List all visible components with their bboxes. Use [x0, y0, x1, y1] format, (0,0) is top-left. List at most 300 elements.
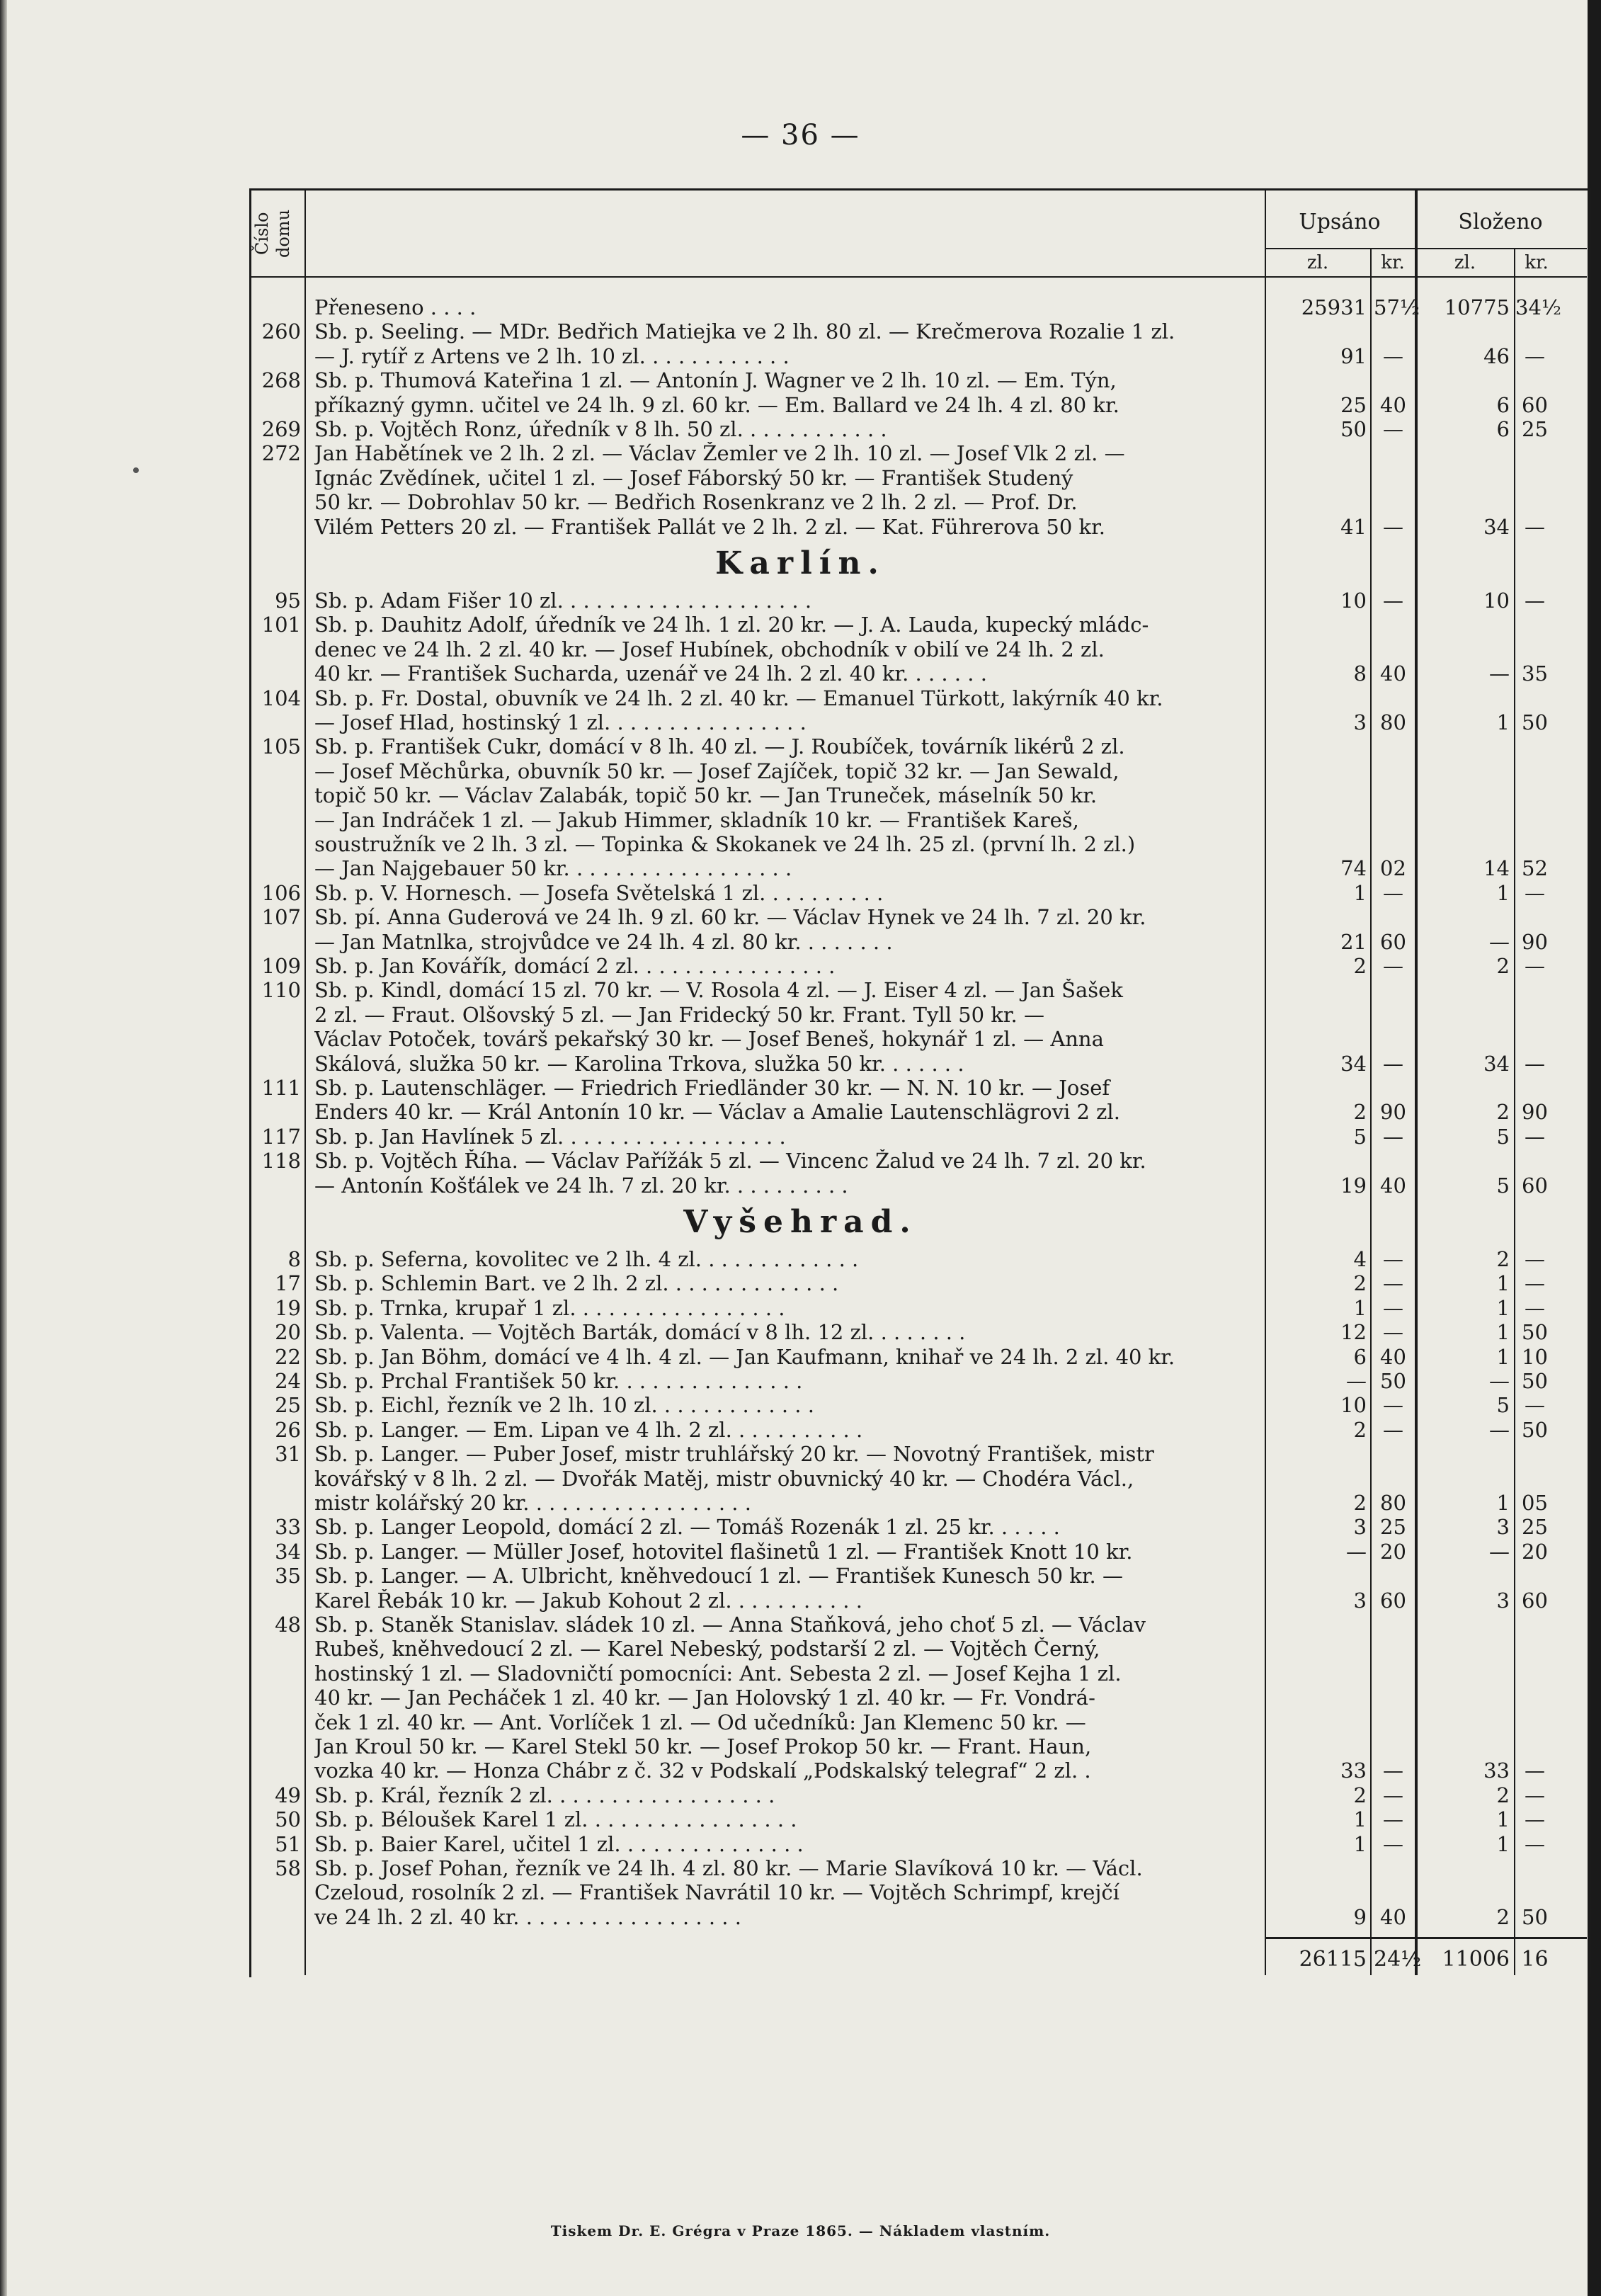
house-number: 105	[261, 734, 301, 759]
ledger-line	[0, 1516, 1601, 1539]
slozeno-kr: 50	[1522, 710, 1548, 734]
slozeno-kr: 90	[1522, 1100, 1548, 1125]
ledger-line	[0, 1004, 1601, 1027]
slozeno-zl: 2	[1496, 1904, 1510, 1929]
slozeno-kr: —	[1525, 1807, 1545, 1832]
entry-text: příkazný gymn. učitel ve 24 lh. 9 zl. 60 kr. — Em. Ballard ve 24 lh. 4 zl. 80 kr.	[314, 393, 1119, 417]
ledger-line	[0, 1467, 1601, 1491]
upsano-kr: —	[1383, 880, 1403, 905]
slozeno-zl: 2	[1496, 954, 1510, 978]
col-header-slozeno-zl: zl.	[1454, 252, 1476, 273]
upsano-zl: 10	[1340, 589, 1367, 613]
ledger-line	[0, 296, 1601, 319]
slozeno-zl: 1	[1496, 1831, 1510, 1856]
entry-text: Sb. p. Lautenschläger. — Friedrich Friedländer 30 kr. — N. N. 10 kr. — Josef	[314, 1076, 1110, 1100]
entry-text: Jan Kroul 50 kr. — Karel Stekl 50 kr. — Josef Prokop 50 kr. — Frant. Haun,	[314, 1735, 1092, 1758]
ledger-line	[0, 809, 1601, 832]
slozeno-zl: 6	[1496, 417, 1510, 441]
house-number: 269	[261, 417, 301, 441]
slozeno-kr: 60	[1522, 392, 1548, 417]
entry-text: Sb. p. Schlemin Bart. ve 2 lh. 2 zl. . . . . . . . . . . . . .	[314, 1272, 839, 1296]
house-number: 104	[261, 686, 301, 710]
house-number: 107	[261, 905, 301, 930]
entry-text: Sb. p. Baier Karel, učitel 1 zl. . . . . . . . . . . . . . .	[314, 1832, 804, 1856]
ledger-line	[0, 1857, 1601, 1880]
ledger-line	[0, 467, 1601, 490]
house-number: 25	[275, 1393, 301, 1418]
upsano-kr: —	[1383, 1783, 1403, 1807]
ledger-line	[0, 687, 1601, 710]
upsano-zl: 6	[1353, 1344, 1367, 1369]
slozeno-zl: 2	[1496, 1100, 1510, 1125]
ledger-line	[0, 1759, 1601, 1783]
upsano-kr: —	[1383, 1393, 1403, 1418]
slozeno-kr: 34½	[1515, 295, 1562, 319]
upsano-kr: 40	[1380, 1904, 1406, 1929]
upsano-kr: —	[1383, 417, 1403, 441]
slozeno-zl: 10775	[1444, 295, 1510, 319]
slozeno-zl: 1	[1496, 1271, 1510, 1296]
entry-text: Skálová, služka 50 kr. — Karolina Trkova, služka 50 kr. . . . . . .	[314, 1052, 964, 1076]
ledger-line	[0, 1149, 1601, 1173]
slozeno-kr: —	[1525, 954, 1545, 978]
upsano-zl: 21	[1340, 929, 1367, 954]
col-header-cislo-domu: Číslo domu	[252, 209, 293, 258]
slozeno-zl: 1	[1496, 1807, 1510, 1832]
house-number: 260	[261, 319, 301, 344]
total-upsano-zl: 26115	[1299, 1947, 1367, 1972]
entry-text: — Josef Hlad, hostinský 1 zl. . . . . . . . . . . . . . . .	[314, 711, 807, 734]
upsano-zl: 3	[1353, 710, 1367, 734]
slozeno-kr: —	[1525, 514, 1545, 539]
house-number: 8	[287, 1247, 301, 1271]
slozeno-zl: 1	[1496, 880, 1510, 905]
upsano-zl: 1	[1353, 880, 1367, 905]
house-number: 34	[275, 1539, 301, 1564]
ledger-line	[0, 1833, 1601, 1856]
ledger-line	[0, 760, 1601, 783]
entry-text: Sb. p. Langer. — Puber Josef, mistr truhlářský 20 kr. — Novotný František, mistr	[314, 1443, 1154, 1467]
house-number: 24	[275, 1369, 301, 1393]
upsano-kr: —	[1383, 1320, 1403, 1345]
entry-text: Sb. p. Vojtěch Ronz, úředník v 8 lh. 50 zl. . . . . . . . . . . .	[314, 418, 887, 441]
entry-text: 2 zl. — Fraut. Olšovský 5 zl. — Jan Fridecký 50 kr. Frant. Tyll 50 kr. —	[314, 1003, 1044, 1027]
ledger-line	[0, 1686, 1601, 1710]
slozeno-zl: 34	[1483, 1051, 1510, 1076]
ledger-line	[0, 711, 1601, 734]
col-header-upsano: Upsáno	[1299, 210, 1381, 234]
slozeno-kr: —	[1525, 880, 1545, 905]
ledger-line	[0, 516, 1601, 539]
upsano-zl: 9	[1353, 1904, 1367, 1929]
upsano-zl: 2	[1353, 1783, 1367, 1807]
upsano-zl: 34	[1340, 1051, 1367, 1076]
upsano-zl: 25931	[1301, 295, 1367, 319]
total-slozeno-kr: 16	[1521, 1947, 1549, 1972]
entry-text: Václav Potoček, továrš pekařský 30 kr. — Josef Beneš, hokynář 1 zl. — Anna	[314, 1028, 1104, 1052]
ledger-line	[0, 1028, 1601, 1051]
ledger-line	[0, 418, 1601, 441]
upsano-kr: 25	[1380, 1515, 1406, 1540]
entry-text: 40 kr. — Jan Pecháček 1 zl. 40 kr. — Jan Holovský 1 zl. 40 kr. — Fr. Vondrá-	[314, 1686, 1095, 1710]
entry-text: — J. rytíř z Artens ve 2 lh. 10 zl. . . . . . . . . . . .	[314, 344, 790, 368]
entry-text: Karel Řebák 10 kr. — Jakub Kohout 2 zl. . . . . . . . . . .	[314, 1589, 862, 1613]
upsano-zl: 2	[1353, 1271, 1367, 1296]
entry-text: ček 1 zl. 40 kr. — Ant. Vorlíček 1 zl. — Od učedníků: Jan Klemenc 50 kr. —	[314, 1710, 1086, 1734]
entry-text: Sb. p. Fr. Dostal, obuvník ve 24 lh. 2 zl. 40 kr. — Emanuel Türkott, lakýrník 40 kr.	[314, 686, 1163, 710]
entry-text: Sb. p. Seferna, kovolitec ve 2 lh. 4 zl. . . . . . . . . . . . .	[314, 1248, 859, 1271]
slozeno-zl: 2	[1496, 1783, 1510, 1807]
header-sub-rule	[1265, 248, 1587, 249]
ledger-line	[0, 1784, 1601, 1807]
ledger-line	[0, 1735, 1601, 1758]
ledger-line	[0, 638, 1601, 661]
house-number: 48	[275, 1613, 301, 1637]
ledger-line	[0, 1589, 1601, 1613]
entry-text: Sb. p. Kindl, domácí 15 zl. 70 kr. — V. Rosola 4 zl. — J. Eiser 4 zl. — Jan Šašek	[314, 979, 1123, 1003]
house-number: 110	[261, 978, 301, 1003]
upsano-kr: —	[1383, 1295, 1403, 1320]
slozeno-kr: —	[1525, 1124, 1545, 1149]
upsano-kr: —	[1383, 514, 1403, 539]
entry-text: Sb. p. Valenta. — Vojtěch Barták, domácí v 8 lh. 12 zl. . . . . . . .	[314, 1321, 966, 1345]
ledger-line	[0, 1346, 1601, 1369]
slozeno-zl: —	[1489, 661, 1510, 686]
entry-text: Ignác Zvědínek, učitel 1 zl. — Josef Fáborský 50 kr. — František Studený	[314, 466, 1073, 490]
entry-text: Sb. p. Langer. — A. Ulbricht, kněhvedoucí 1 zl. — František Kunesch 50 kr. —	[314, 1564, 1123, 1589]
upsano-kr: 50	[1380, 1369, 1406, 1393]
slozeno-zl: 5	[1496, 1173, 1510, 1198]
col-header-upsano-zl: zl.	[1306, 252, 1329, 273]
totals-rule	[1265, 1937, 1587, 1939]
slozeno-kr: 35	[1522, 661, 1548, 686]
total-upsano-kr: 24½	[1374, 1947, 1422, 1972]
upsano-kr: —	[1383, 1807, 1403, 1832]
ledger-line	[0, 394, 1601, 417]
slozeno-kr: —	[1525, 1051, 1545, 1076]
entry-text: topič 50 kr. — Václav Zalabák, topič 50 kr. — Jan Truneček, máselník 50 kr.	[314, 784, 1098, 808]
section-heading: Karlín.	[715, 545, 886, 581]
slozeno-kr: 90	[1522, 929, 1548, 954]
entry-text: soustružník ve 2 lh. 3 zl. — Topinka & Skokanek ve 24 lh. 25 zl. (první lh. 2 zl.)	[314, 833, 1136, 856]
ledger-line	[0, 1272, 1601, 1295]
ledger-line	[0, 1491, 1601, 1515]
upsano-kr: —	[1383, 1247, 1403, 1271]
upsano-zl: 1	[1353, 1831, 1367, 1856]
upsano-zl: 19	[1340, 1173, 1367, 1198]
entry-text: Rubeš, kněhvedoucí 2 zl. — Karel Nebeský, podstarší 2 zl. — Vojtěch Černý,	[314, 1637, 1100, 1661]
slozeno-zl: 10	[1483, 589, 1510, 613]
entry-text: 40 kr. — František Sucharda, uzenář ve 24 lh. 2 zl. 40 kr. . . . . . .	[314, 662, 987, 686]
upsano-zl: 2	[1353, 1100, 1367, 1125]
slozeno-kr: 05	[1522, 1491, 1548, 1515]
upsano-zl: 4	[1353, 1247, 1367, 1271]
entry-text: Sb. p. Vojtěch Říha. — Václav Pařížák 5 zl. — Vincenc Žalud ve 24 lh. 7 zl. 20 kr.	[314, 1149, 1146, 1173]
upsano-zl: —	[1346, 1369, 1367, 1393]
house-number: 117	[261, 1124, 301, 1149]
slozeno-zl: 46	[1483, 343, 1510, 368]
slozeno-kr: —	[1525, 343, 1545, 368]
upsano-zl: 33	[1340, 1758, 1367, 1783]
ledger-line	[0, 906, 1601, 929]
ledger-line	[0, 735, 1601, 758]
entry-text: Sb. p. Jan Böhm, domácí ve 4 lh. 4 zl. — Jan Kaufmann, knihař ve 24 lh. 2 zl. 40 kr.	[314, 1345, 1175, 1369]
slozeno-kr: —	[1525, 1247, 1545, 1271]
house-number: 106	[261, 880, 301, 905]
entry-text: Jan Habětínek ve 2 lh. 2 zl. — Václav Žemler ve 2 lh. 10 zl. — Josef Vlk 2 zl. —	[314, 442, 1125, 466]
header-bottom-rule	[249, 276, 1587, 278]
upsano-kr: 60	[1380, 929, 1406, 954]
ledger-line	[0, 662, 1601, 686]
house-number: 50	[275, 1807, 301, 1832]
slozeno-zl: 2	[1496, 1247, 1510, 1271]
slozeno-zl: 3	[1496, 1515, 1510, 1540]
ledger-line	[0, 1248, 1601, 1271]
house-number: 51	[275, 1831, 301, 1856]
entry-text: Sb. p. Béloušek Karel 1 zl. . . . . . . . . . . . . . . . .	[314, 1808, 797, 1832]
house-number: 101	[261, 613, 301, 637]
entry-text: Sb. p. Josef Pohan, řezník ve 24 lh. 4 zl. 80 kr. — Marie Slavíková 10 kr. — Václ.	[314, 1857, 1143, 1880]
ledger-line	[0, 1076, 1601, 1100]
slozeno-zl: 5	[1496, 1124, 1510, 1149]
upsano-kr: 02	[1380, 856, 1406, 881]
slozeno-kr: 50	[1522, 1320, 1548, 1345]
total-slozeno-zl: 11006	[1442, 1947, 1510, 1972]
slozeno-zl: 1	[1496, 1344, 1510, 1369]
ledger-line	[0, 1564, 1601, 1588]
upsano-kr: —	[1383, 954, 1403, 978]
slozeno-kr: —	[1525, 1393, 1545, 1418]
ledger-line	[0, 1297, 1601, 1320]
col-header-slozeno: Složeno	[1458, 210, 1543, 234]
entry-text: kovářský v 8 lh. 2 zl. — Dvořák Matěj, mistr obuvnický 40 kr. — Chodéra Václ.,	[314, 1467, 1134, 1491]
entry-text: Vilém Petters 20 zl. — František Pallát ve 2 lh. 2 zl. — Kat. Führerova 50 kr.	[314, 515, 1105, 539]
entry-text: vozka 40 kr. — Honza Chábr z č. 32 v Podskalí „Podskalský telegraf“ 2 zl. .	[314, 1759, 1091, 1783]
totals-row	[0, 1947, 1601, 1972]
ledger-line	[0, 613, 1601, 637]
upsano-zl: 2	[1353, 1417, 1367, 1442]
entry-text: Sb. p. Trnka, krupař 1 zl. . . . . . . . . . . . . . . . .	[314, 1296, 785, 1320]
slozeno-zl: 5	[1496, 1393, 1510, 1418]
ledger-line	[0, 1370, 1601, 1393]
upsano-zl: 2	[1353, 1491, 1367, 1515]
slozeno-zl: —	[1489, 1539, 1510, 1564]
slozeno-zl: 1	[1496, 1320, 1510, 1345]
upsano-kr: 20	[1380, 1539, 1406, 1564]
entry-text: Sb. p. Seeling. — MDr. Bedřich Matiejka ve 2 lh. 80 zl. — Krečmerova Rozalie 1 zl.	[314, 320, 1175, 344]
entry-text: 50 kr. — Dobrohlav 50 kr. — Bedřich Rosenkranz ve 2 lh. 2 zl. — Prof. Dr.	[314, 491, 1078, 515]
house-number: 20	[275, 1320, 301, 1345]
ledger-line	[0, 345, 1601, 368]
upsano-kr: 57½	[1374, 295, 1420, 319]
slozeno-kr: 60	[1522, 1173, 1548, 1198]
upsano-kr: —	[1383, 343, 1403, 368]
upsano-kr: —	[1383, 1271, 1403, 1296]
entry-text: Sb. p. Langer. — Müller Josef, hotovitel flašinetů 1 zl. — František Knott 10 kr.	[314, 1540, 1133, 1564]
slozeno-zl: 3	[1496, 1588, 1510, 1613]
house-number: 268	[261, 368, 301, 393]
ledger-line	[0, 1443, 1601, 1466]
house-number: 26	[275, 1417, 301, 1442]
entry-text: Přeneseno . . . .	[314, 296, 477, 319]
entry-text: Sb. p. Král, řezník 2 zl. . . . . . . . . . . . . . . . . .	[314, 1783, 775, 1807]
slozeno-kr: 20	[1522, 1539, 1548, 1564]
ledger-line	[0, 1613, 1601, 1637]
slozeno-kr: —	[1525, 1831, 1545, 1856]
upsano-kr: —	[1383, 1831, 1403, 1856]
house-number: 95	[275, 589, 301, 613]
ledger-line	[0, 1174, 1601, 1198]
entry-text: — Jan Indráček 1 zl. — Jakub Himmer, skladník 10 kr. — František Kareš,	[314, 808, 1079, 832]
slozeno-zl: 1	[1496, 1491, 1510, 1515]
slozeno-zl: 1	[1496, 1295, 1510, 1320]
entry-text: ve 24 lh. 2 zl. 40 kr. . . . . . . . . . . . . . . . . .	[314, 1905, 741, 1929]
entry-text: Sb. p. Eichl, řezník ve 2 lh. 10 zl. . . . . . . . . . . . .	[314, 1394, 814, 1418]
ledger-line	[0, 833, 1601, 856]
slozeno-kr: 50	[1522, 1417, 1548, 1442]
entry-text: Sb. p. Staněk Stanislav. sládek 10 zl. — Anna Staňková, jeho choť 5 zl. — Václav	[314, 1613, 1146, 1637]
upsano-kr: 40	[1380, 392, 1406, 417]
entry-text: — Jan Matnlka, strojvůdce ve 24 lh. 4 zl. 80 kr. . . . . . . .	[314, 930, 893, 954]
ledger-line	[0, 1711, 1601, 1734]
ledger-line	[0, 491, 1601, 514]
printer-imprint: Tiskem Dr. E. Grégra v Praze 1865. — Nákladem vlastním.	[550, 2222, 1051, 2239]
col-header-upsano-kr: kr.	[1381, 252, 1405, 273]
entry-text: denec ve 24 lh. 2 zl. 40 kr. — Josef Hubínek, obchodník v obilí ve 24 lh. 2 zl.	[314, 637, 1105, 661]
slozeno-kr: 25	[1522, 417, 1548, 441]
upsano-zl: 3	[1353, 1515, 1367, 1540]
ledger-line	[0, 1125, 1601, 1149]
house-number: 17	[275, 1271, 301, 1296]
slozeno-zl: —	[1489, 929, 1510, 954]
ledger-line	[0, 1101, 1601, 1124]
upsano-kr: 90	[1380, 1100, 1406, 1125]
upsano-zl: 12	[1340, 1320, 1367, 1345]
slozeno-kr: 50	[1522, 1369, 1548, 1393]
house-number: 272	[261, 441, 301, 466]
slozeno-zl: 34	[1483, 514, 1510, 539]
upsano-zl: 25	[1340, 392, 1367, 417]
ledger-line	[0, 1808, 1601, 1831]
upsano-zl: 1	[1353, 1295, 1367, 1320]
upsano-kr: 40	[1380, 1173, 1406, 1198]
upsano-kr: —	[1383, 589, 1403, 613]
entry-text: Sb. p. Langer Leopold, domácí 2 zl. — Tomáš Rozenák 1 zl. 25 kr. . . . . .	[314, 1516, 1060, 1540]
entry-text: — Jan Najgebauer 50 kr. . . . . . . . . . . . . . . . . .	[314, 857, 792, 881]
ledger-line	[0, 1052, 1601, 1076]
slozeno-kr: —	[1525, 1758, 1545, 1783]
slozeno-kr: —	[1525, 1271, 1545, 1296]
entry-text: Sb. pí. Anna Guderová ve 24 lh. 9 zl. 60 kr. — Václav Hynek ve 24 lh. 7 zl. 20 kr.	[314, 906, 1146, 930]
house-number: 33	[275, 1515, 301, 1540]
slozeno-kr: —	[1525, 1295, 1545, 1320]
slozeno-kr: 50	[1522, 1904, 1548, 1929]
upsano-zl: 10	[1340, 1393, 1367, 1418]
upsano-kr: —	[1383, 1051, 1403, 1076]
ledger-line	[0, 1906, 1601, 1929]
upsano-zl: —	[1346, 1539, 1367, 1564]
ledger-line	[0, 320, 1601, 343]
entry-text: Sb. p. Dauhitz Adolf, úředník ve 24 lh. 1 zl. 20 kr. — J. A. Lauda, kupecký mládc-	[314, 613, 1149, 637]
entry-text: — Josef Měchůrka, obuvník 50 kr. — Josef Zajíček, topič 32 kr. — Jan Sewald,	[314, 759, 1119, 783]
entry-text: Sb. p. V. Hornesch. — Josefa Světelská 1 zl. . . . . . . . . .	[314, 881, 884, 905]
house-number: 19	[275, 1295, 301, 1320]
upsano-kr: 60	[1380, 1588, 1406, 1613]
house-number: 35	[275, 1564, 301, 1589]
upsano-zl: 74	[1340, 856, 1367, 881]
upsano-zl: 8	[1353, 661, 1367, 686]
entry-text: — Antonín Košťálek ve 24 lh. 7 zl. 20 kr. . . . . . . . . .	[314, 1173, 848, 1198]
slozeno-kr: —	[1525, 1783, 1545, 1807]
entry-text: Sb. p. Prchal František 50 kr. . . . . . . . . . . . . . .	[314, 1370, 803, 1393]
upsano-kr: —	[1383, 1758, 1403, 1783]
entry-text: Sb. p. Jan Kovářík, domácí 2 zl. . . . . . . . . . . . . . . .	[314, 955, 836, 978]
page-number: — 36 —	[741, 119, 860, 152]
entry-text: hostinský 1 zl. — Sladovničtí pomocníci: Ant. Sebesta 2 zl. — Josef Kejha 1 zl.	[314, 1661, 1122, 1686]
upsano-kr: —	[1383, 1124, 1403, 1149]
ledger-line	[0, 369, 1601, 392]
upsano-zl: 5	[1353, 1124, 1367, 1149]
upsano-zl: 50	[1340, 417, 1367, 441]
slozeno-zl: —	[1489, 1369, 1510, 1393]
slozeno-zl: 1	[1496, 710, 1510, 734]
upsano-kr: 40	[1380, 661, 1406, 686]
ledger-line	[0, 1321, 1601, 1344]
house-number: 111	[261, 1076, 301, 1100]
upsano-kr: 80	[1380, 1491, 1406, 1515]
entry-text: mistr kolářský 20 kr. . . . . . . . . . . . . . . . . .	[314, 1491, 751, 1515]
col-header-slozeno-kr: kr.	[1525, 252, 1549, 273]
slozeno-kr: —	[1525, 589, 1545, 613]
upsano-zl: 91	[1340, 343, 1367, 368]
slozeno-zl: 14	[1483, 856, 1510, 881]
slozeno-zl: —	[1489, 1417, 1510, 1442]
entry-text: Sb. p. Adam Fišer 10 zl. . . . . . . . . . . . . . . . . . . .	[314, 589, 812, 613]
house-number: 49	[275, 1783, 301, 1807]
house-number: 58	[275, 1856, 301, 1880]
ledger-line	[0, 1637, 1601, 1661]
ledger-line	[0, 589, 1601, 613]
slozeno-kr: 25	[1522, 1515, 1548, 1540]
slozeno-kr: 10	[1522, 1344, 1548, 1369]
ledger-line	[0, 1881, 1601, 1904]
entry-text: Sb. p. Langer. — Em. Lipan ve 4 lh. 2 zl. . . . . . . . . . .	[314, 1418, 863, 1442]
house-number: 109	[261, 954, 301, 978]
upsano-zl: 41	[1340, 514, 1367, 539]
upsano-kr: 40	[1380, 1344, 1406, 1369]
ledger-line	[0, 882, 1601, 905]
slozeno-kr: 60	[1522, 1588, 1548, 1613]
ledger-line	[0, 857, 1601, 880]
ledger-line	[0, 1419, 1601, 1442]
entry-text: Czeloud, rosolník 2 zl. — František Navrátil 10 kr. — Vojtěch Schrimpf, krejčí	[314, 1881, 1119, 1905]
entry-text: Sb. p. František Cukr, domácí v 8 lh. 40 zl. — J. Roubíček, továrník likérů 2 zl.	[314, 735, 1125, 759]
house-number: 31	[275, 1442, 301, 1467]
house-number: 118	[261, 1149, 301, 1173]
upsano-zl: 2	[1353, 954, 1367, 978]
entry-text: Sb. p. Thumová Kateřina 1 zl. — Antonín J. Wagner ve 2 lh. 10 zl. — Em. Týn,	[314, 369, 1117, 393]
ledger-line	[0, 979, 1601, 1002]
ledger-line	[0, 1394, 1601, 1417]
upsano-kr: —	[1383, 1417, 1403, 1442]
upsano-kr: 80	[1380, 710, 1406, 734]
section-heading: Vyšehrad.	[683, 1204, 918, 1240]
ledger-line	[0, 1540, 1601, 1564]
entry-text: Enders 40 kr. — Král Antonín 10 kr. — Václav a Amalie Lautenschlägrovi 2 zl.	[314, 1101, 1120, 1125]
upsano-zl: 1	[1353, 1807, 1367, 1832]
slozeno-kr: 52	[1522, 856, 1548, 881]
entry-text: Sb. p. Jan Havlínek 5 zl. . . . . . . . . . . . . . . . . .	[314, 1125, 786, 1149]
